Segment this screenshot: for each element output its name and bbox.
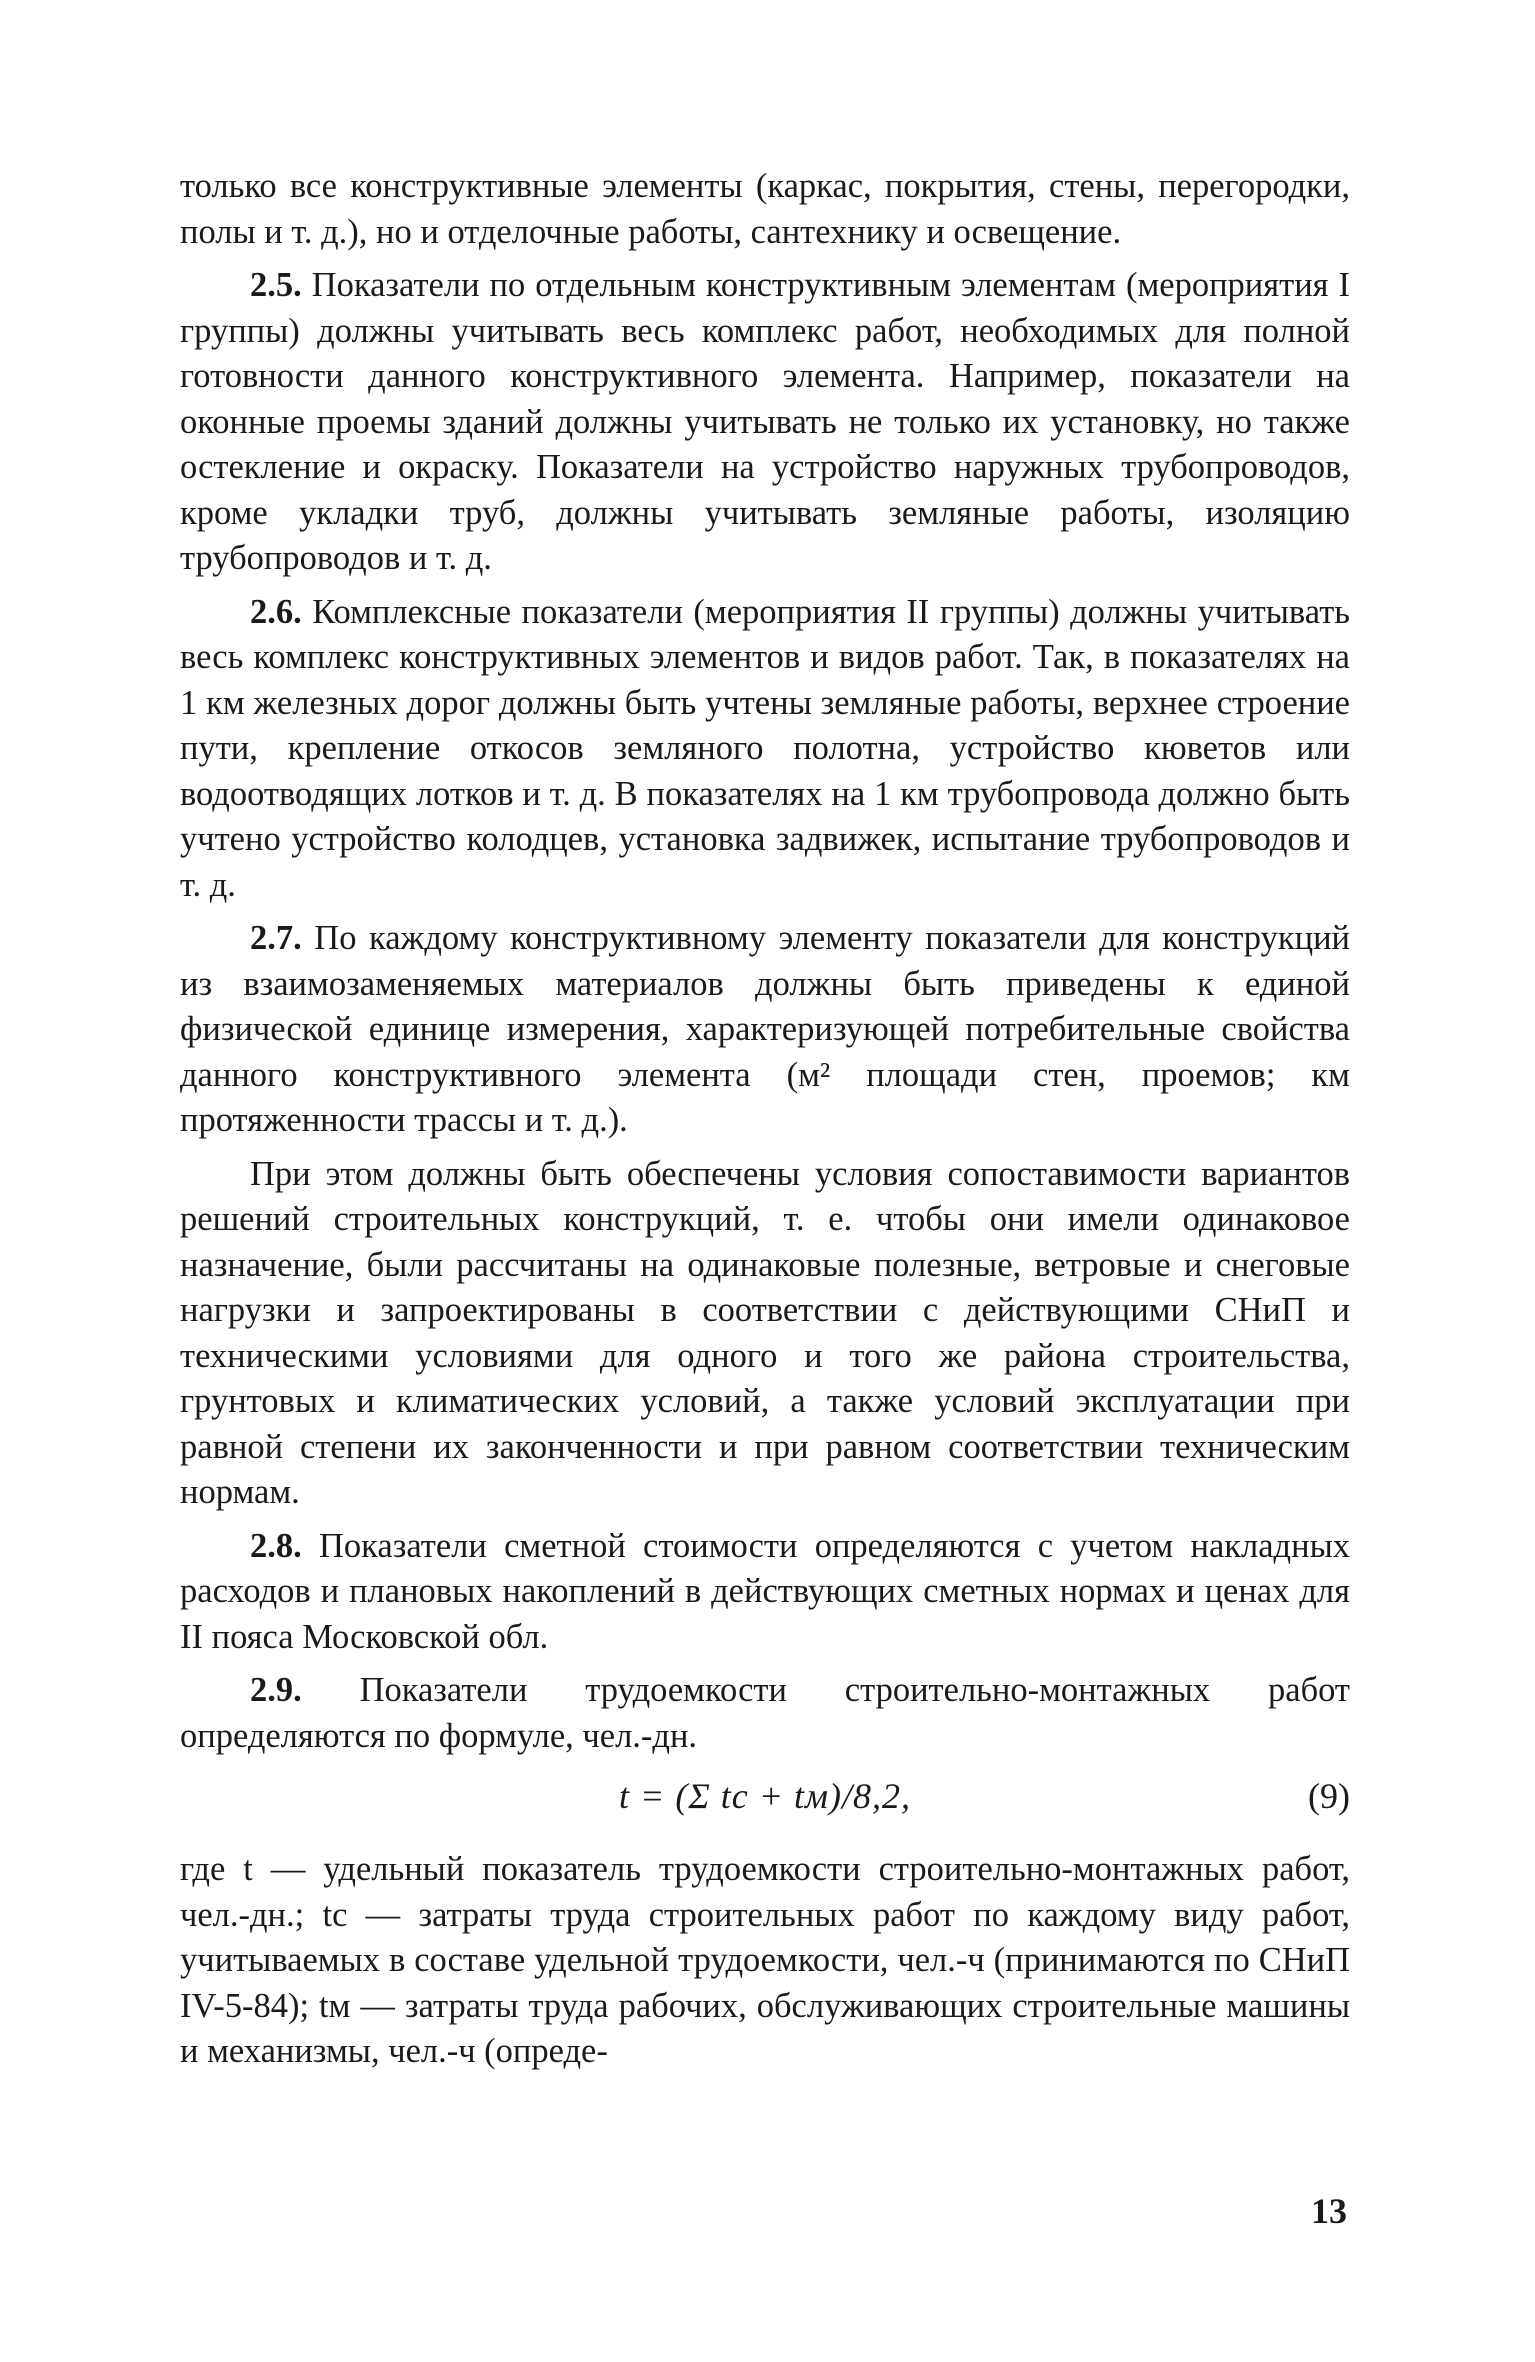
section-number: 2.9. bbox=[250, 1671, 302, 1709]
paragraph-text: где t — удельный показатель трудоемкости строительно-монтажных работ, чел.-дн.; tс — затраты труда строительных работ по каждому виду работ, учитываемых в составе удельной трудоемкости, чел.-ч (принимаются по СНиП IV-5-84); tм — затраты труда рабочих, обслуживающих строительные машины и механизмы, чел.-ч (опреде- bbox=[180, 1850, 1350, 2070]
paragraph-intro bbox=[180, 164, 1350, 255]
formula-number: (9) bbox=[1308, 1776, 1350, 1816]
section-number: 2.8. bbox=[250, 1526, 302, 1565]
paragraph-2-8 bbox=[180, 1524, 1350, 1661]
paragraph-text: По каждому конструктивному элементу показатели для конструкций из взаимозаменяемых материалов должны быть приведены к единой физической единице измерения, характеризующей потребительные свойства данного конструктивного элемента (м² площади стен, проемов; км протяженности трассы и т. д.). bbox=[180, 919, 1350, 1139]
paragraph-text: Показатели по отдельным конструктивным элементам (мероприятия I группы) должны учитывать весь комплекс работ, необходимых для полной готовности данного конструктивного элемента. Например, показатели на оконные проемы зданий должны учитывать не только их установку, но также остекление и окраску. Показатели на устройство наружных трубопроводов, кроме укладки труб, должны учитывать земляные работы, изоляцию трубопроводов и т. д. bbox=[180, 266, 1350, 577]
paragraph-2-6 bbox=[180, 590, 1350, 909]
paragraph-text: только все конструктивные элементы (каркас, покрытия, стены, перегородки, полы и т. д.), но и отделочные работы, сантехнику и освещение. bbox=[180, 167, 1350, 251]
paragraph-text: При этом должны быть обеспечены условия сопоставимости вариантов решений строительных конструкций, т. е. чтобы они имели одинаковое назначение, были рассчитаны на одинаковые полезные, ветровые и снеговые нагрузки и запроектированы в соответствии с действующими СНиП и техническими условиями для одного и того же района строительства, грунтовых и климатических условий, а также условий эксплуатации при равной степени их законченности и при равном соответствии техническим нормам. bbox=[180, 1154, 1350, 1511]
formula-row bbox=[180, 1767, 1350, 1831]
page-number: 13 bbox=[1311, 2191, 1347, 2231]
paragraph-2-9 bbox=[180, 1668, 1350, 1759]
paragraph-2-7 bbox=[180, 916, 1350, 1144]
paragraph-text: Показатели сметной стоимости определяются с учетом накладных расходов и плановых накоплений в действующих сметных нормах и ценах для II пояса Московской обл. bbox=[180, 1526, 1350, 1656]
section-number: 2.6. bbox=[250, 592, 302, 631]
section-number: 2.5. bbox=[250, 266, 302, 304]
paragraph-text: Показатели трудоемкости строительно-монтажных работ определяются по формуле, чел.-дн. bbox=[180, 1671, 1350, 1755]
paragraph-definitions bbox=[180, 1847, 1350, 2075]
formula-expression: t = (Σ tс + tм)/8,2, bbox=[619, 1776, 911, 1816]
section-number: 2.7. bbox=[250, 919, 302, 957]
paragraph-2-5 bbox=[180, 263, 1350, 582]
paragraph-conditions bbox=[180, 1152, 1350, 1516]
paragraph-text: Комплексные показатели (мероприятия II группы) должны учитывать весь комплекс конструктивных элементов и видов работ. Так, в показателях на 1 км железных дорог должны быть учтены земляные работы, верхнее строение пути, крепление откосов земляного полотна, устройство кюветов или водоотводящих лотков и т. д. В показателях на 1 км трубопровода должно быть учтено устройство колодцев, установка задвижек, испытание трубопроводов и т. д. bbox=[180, 592, 1350, 904]
